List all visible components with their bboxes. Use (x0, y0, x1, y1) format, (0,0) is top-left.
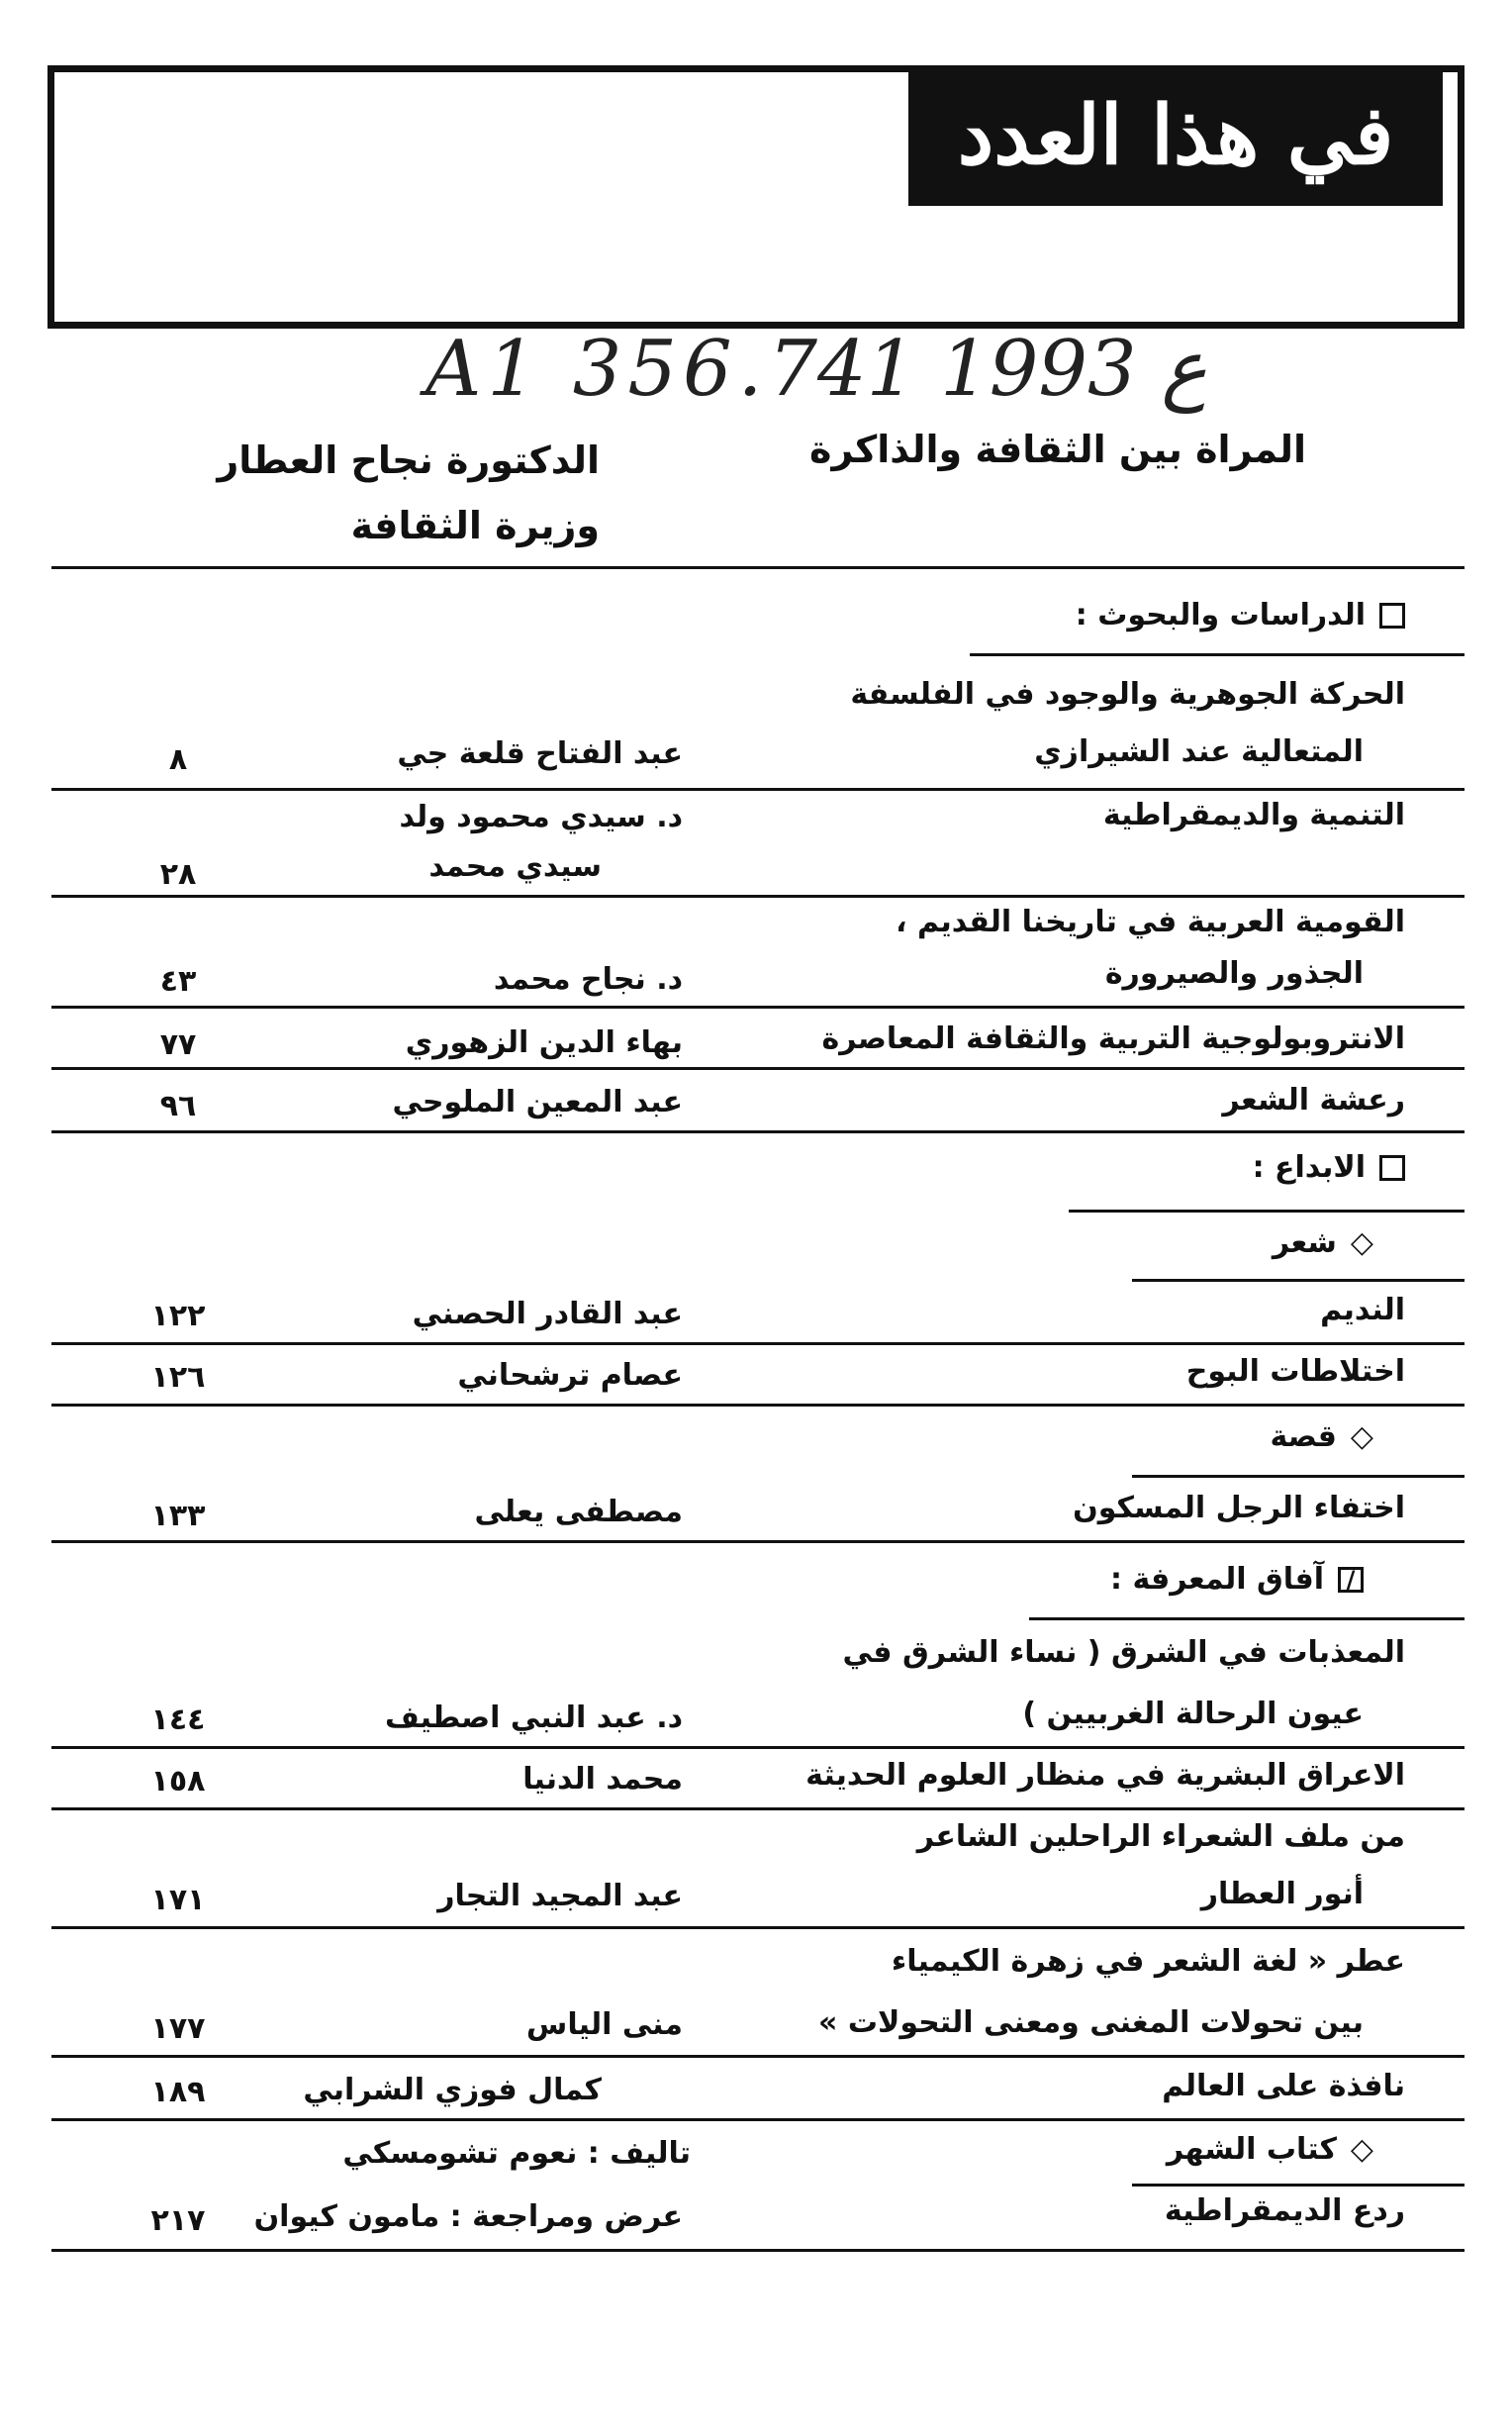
entry-title: الحركة الجوهرية والوجود في الفلسفة (850, 677, 1405, 712)
entry-title-cont: الجذور والصيرورة (1104, 956, 1364, 991)
lead-author-role: وزيرة الثقافة (350, 504, 600, 547)
subsection-label: قصة (1270, 1419, 1337, 1454)
entry-title: التنمية والديمقراطية (1102, 798, 1405, 832)
entry-title: الانتروبولوجية التربية والثقافة المعاصرة (821, 1021, 1405, 1056)
entry-page: ٤٣ (159, 964, 197, 999)
divider (51, 2249, 1465, 2252)
entry-title: اختلاطات البوح (1185, 1354, 1405, 1389)
checkbox-icon (1379, 1155, 1405, 1181)
entry-author: بهاء الدين الزهوري (405, 1025, 683, 1060)
entry-title: المعذبات في الشرق ( نساء الشرق في (842, 1635, 1405, 1670)
subsection-story (1271, 1417, 1373, 1457)
lead-article-title: المراة بين الثقافة والذاكرة (809, 428, 1306, 471)
entry-author: عصام ترشحاني (457, 1358, 683, 1393)
entry-author: محمد الدنيا (522, 1762, 683, 1797)
subsection-book (1167, 2130, 1373, 2170)
divider (51, 895, 1465, 898)
entry-page: ١٢٢ (150, 1299, 206, 1333)
divider (51, 1130, 1465, 1133)
entry-title: رعشة الشعر (1222, 1083, 1405, 1118)
entry-author: منى الياس (525, 2007, 683, 2042)
entry-title-cont: عيون الرحالة الغربيين ) (1022, 1697, 1364, 1731)
entry-author: كمال فوزي الشرابي (303, 2073, 602, 2107)
entry-title: النديم (1320, 1293, 1405, 1327)
entry-title-cont: بين تحولات المغنى ومعنى التحولات » (818, 2005, 1364, 2040)
entry-author: عبد الفتاح قلعة جي (397, 736, 683, 771)
section-creativity (1253, 1148, 1405, 1188)
section-studies (1076, 596, 1405, 635)
entry-author: عبد المجيد التجار (437, 1879, 683, 1913)
subsection-label: شعر (1272, 1225, 1337, 1260)
entry-author: مصطفى يعلى (474, 1495, 683, 1529)
entry-page: ١٧١ (150, 1883, 206, 1917)
checked-box-icon: / (1338, 1567, 1364, 1593)
divider (1132, 1475, 1465, 1478)
entry-title: القومية العربية في تاريخنا القديم ، (896, 905, 1405, 939)
divider (51, 1342, 1465, 1345)
entry-page: ٢١٧ (150, 2203, 206, 2238)
divider (51, 1404, 1465, 1407)
subsection-poetry (1273, 1223, 1373, 1263)
divider (970, 653, 1465, 656)
divider (1029, 1617, 1465, 1620)
divider (51, 1540, 1465, 1543)
entry-page: ٩٦ (159, 1089, 197, 1123)
entry-page: ١٥٨ (150, 1764, 206, 1799)
divider (51, 1006, 1465, 1009)
diamond-icon: ◇ (1350, 2132, 1373, 2167)
entry-title: الاعراق البشرية في منظار العلوم الحديثة (805, 1758, 1405, 1793)
entry-reviewer: عرض ومراجعة : مامون كيوان (253, 2199, 683, 2234)
entry-author: عبد القادر الحصني (412, 1297, 683, 1331)
section-label: آفاق المعرفة : (1110, 1562, 1324, 1597)
divider (51, 788, 1465, 791)
issue-title: في هذا العدد (957, 88, 1394, 183)
entry-author: د. عبد النبي اصطيف (384, 1701, 683, 1735)
entry-title-cont: أنور العطار (1200, 1877, 1364, 1911)
diamond-icon: ◇ (1350, 1225, 1373, 1260)
divider (51, 1926, 1465, 1929)
entry-page: ١٤٤ (150, 1702, 206, 1737)
section-label: الابداع : (1252, 1150, 1366, 1185)
entry-title: عطر « لغة الشعر في زهرة الكيمياء (891, 1944, 1405, 1979)
section-horizons (1110, 1560, 1364, 1600)
entry-author: د. سيدي محمود ولد (399, 800, 683, 834)
entry-title: ردع الديمقراطية (1164, 2193, 1405, 2228)
section-label: الدراسات والبحوث : (1075, 598, 1366, 632)
entry-page: ١٣٣ (150, 1499, 206, 1533)
entry-page: ٧٧ (159, 1027, 197, 1062)
lead-article-author (217, 428, 600, 558)
entry-page: ٨ (168, 742, 188, 777)
checkbox-icon (1379, 603, 1405, 629)
entry-author-cont: سيدي محمد (428, 849, 602, 884)
entry-page: ١٧٧ (150, 2011, 206, 2046)
divider (1069, 1210, 1465, 1213)
divider (1132, 1279, 1465, 1282)
divider (51, 2118, 1465, 2121)
divider (51, 1067, 1465, 1070)
diamond-icon: ◇ (1350, 1419, 1373, 1454)
entry-title: اختفاء الرجل المسكون (1073, 1491, 1405, 1525)
divider (51, 1746, 1465, 1749)
entry-author: د. نجاح محمد (493, 962, 683, 997)
entry-title-cont: المتعالية عند الشيرازي (1034, 734, 1364, 769)
handwritten-reference: A1 356.ع 1993 741 (425, 325, 1207, 414)
book-author: تاليف : نعوم تشومسكي (342, 2136, 691, 2171)
entry-page: ٢٨ (159, 857, 197, 892)
divider (1132, 2184, 1465, 2187)
subsection-label: كتاب الشهر (1166, 2132, 1337, 2167)
divider (51, 1807, 1465, 1810)
issue-title-banner (908, 65, 1443, 206)
entry-author: عبد المعين الملوحي (392, 1085, 683, 1119)
divider (51, 2055, 1465, 2058)
lead-author-name: الدكتورة نجاح العطار (217, 438, 600, 482)
entry-title: نافذة على العالم (1162, 2069, 1405, 2103)
entry-page: ١٨٩ (150, 2075, 206, 2109)
entry-page: ١٢٦ (150, 1360, 206, 1395)
entry-title: من ملف الشعراء الراحلين الشاعر (916, 1819, 1405, 1854)
divider (51, 566, 1465, 569)
